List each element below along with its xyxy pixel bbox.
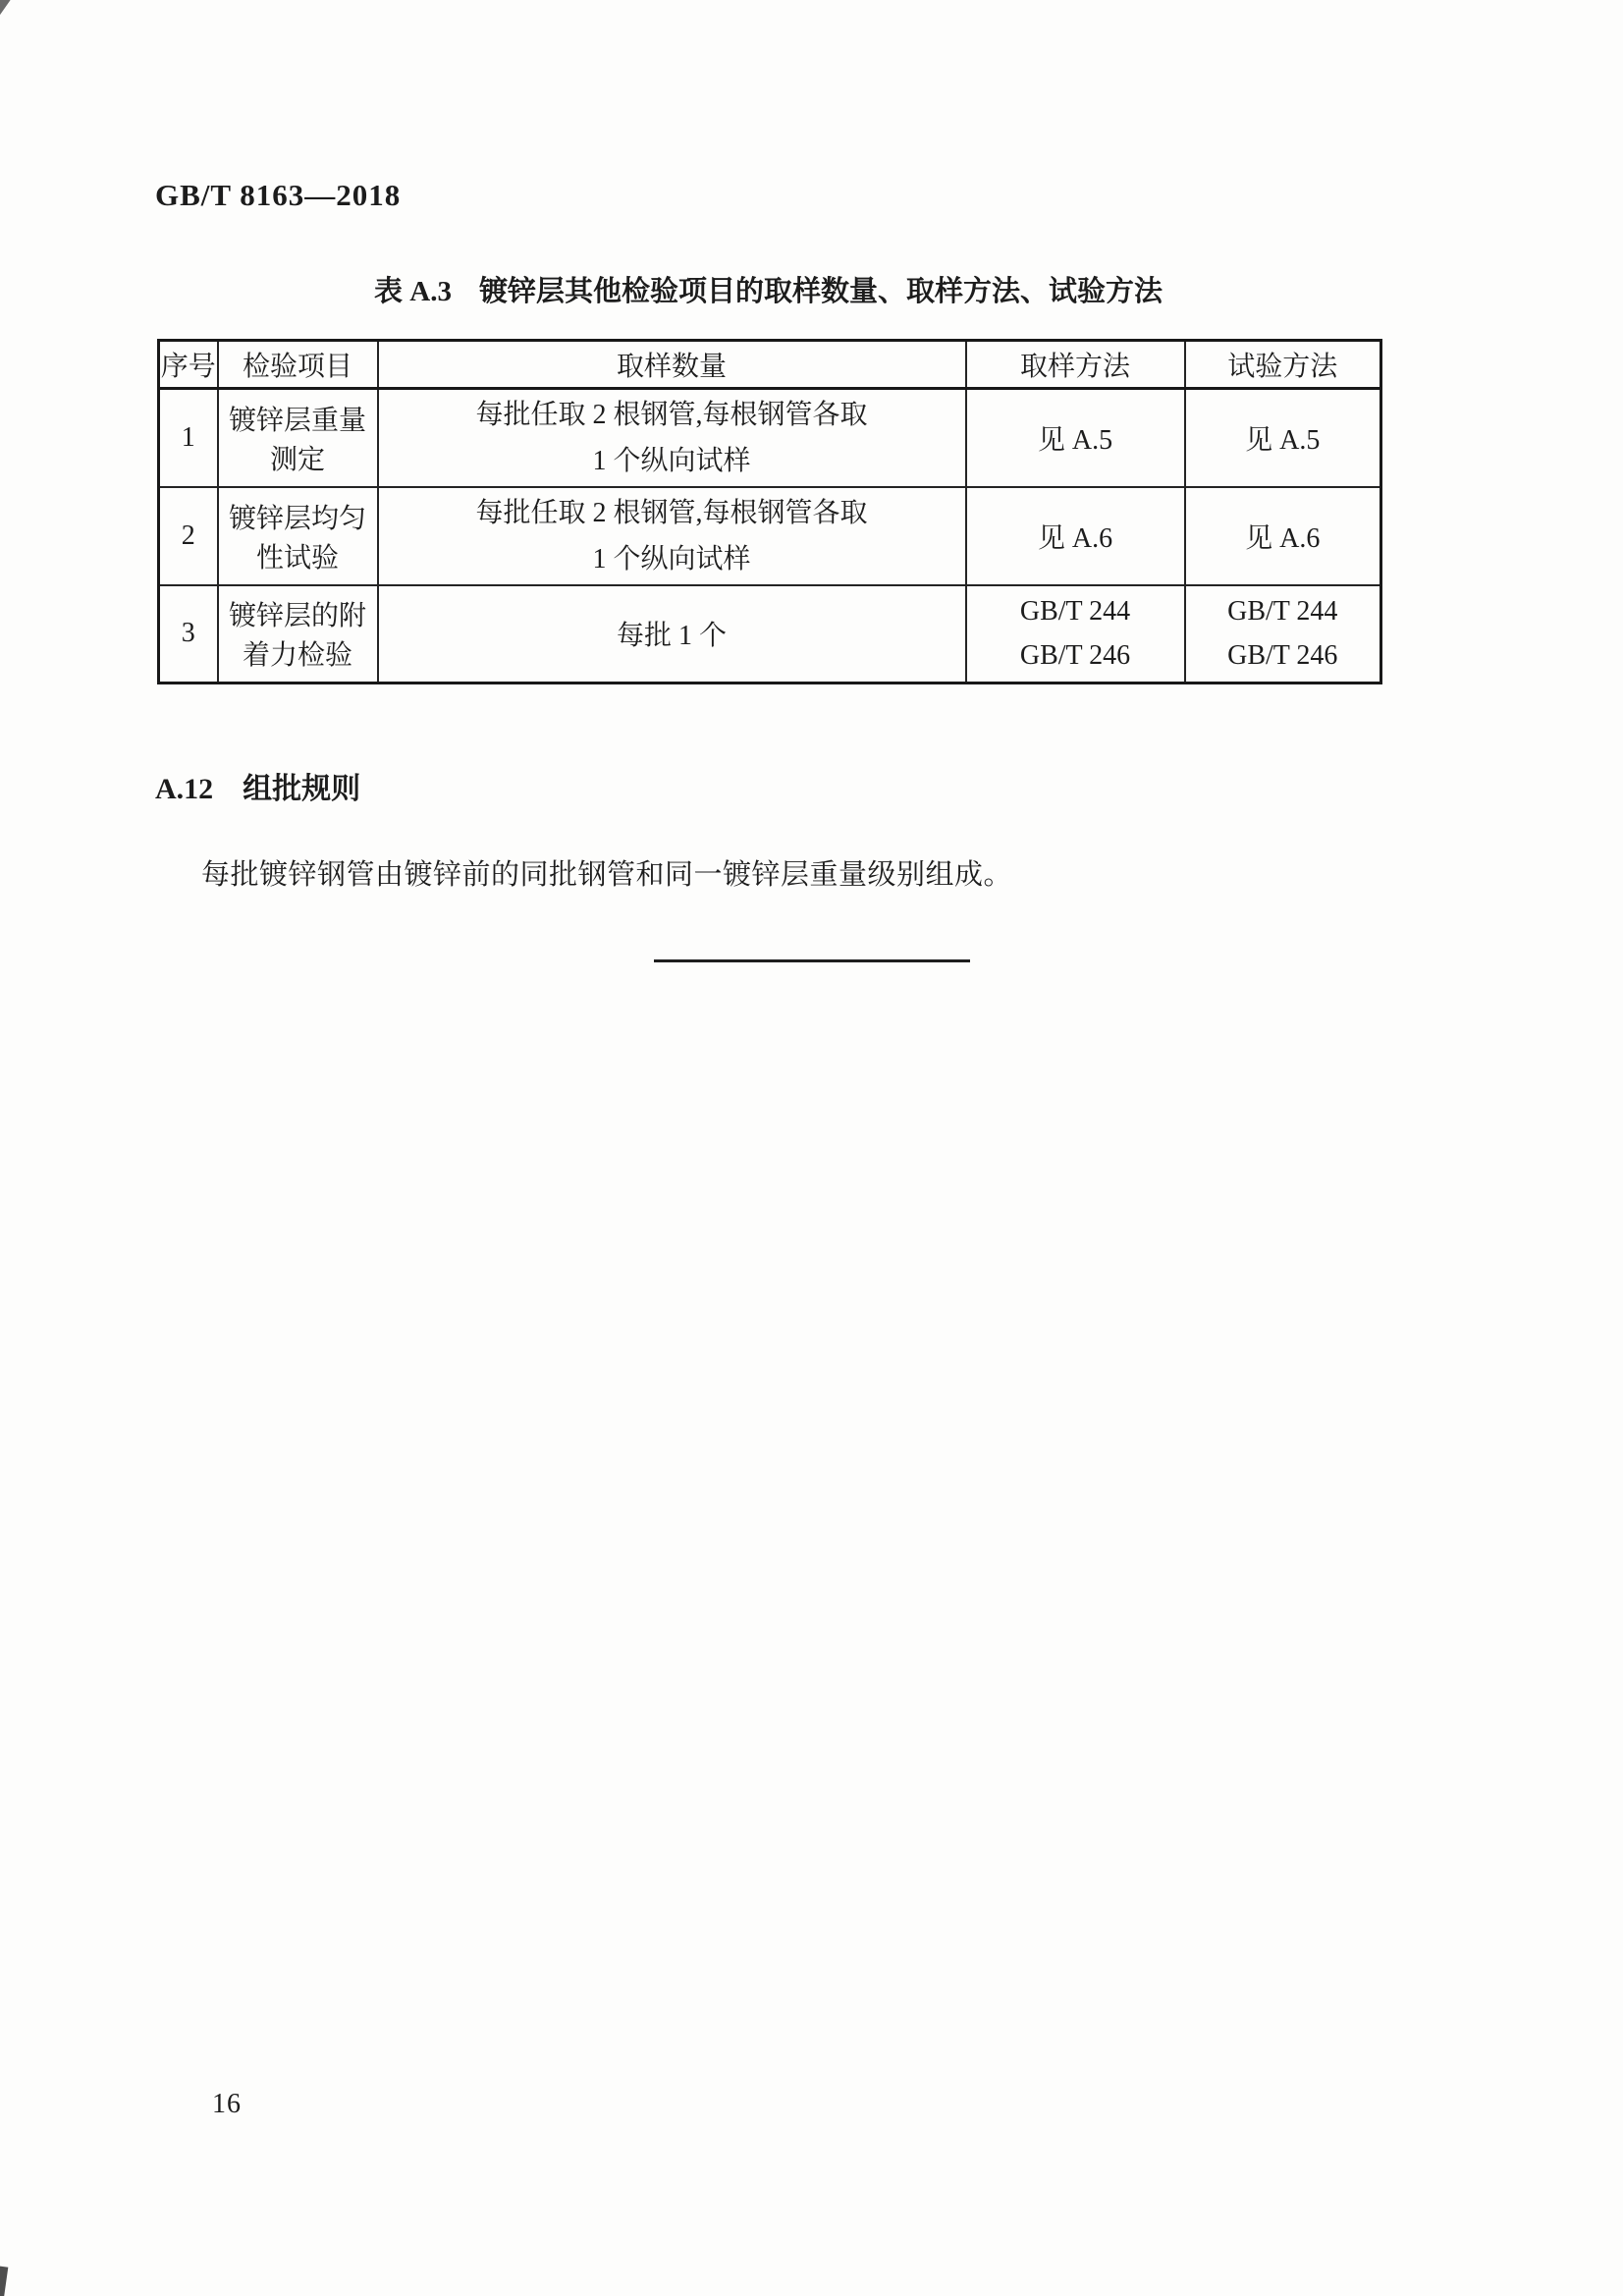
section-number: A.12 — [155, 773, 214, 805]
cell-sampling-method: 见 A.6 — [966, 487, 1185, 585]
table-row — [159, 585, 1381, 683]
col-header-sampling-method: 取样方法 — [966, 341, 1185, 389]
cell-quantity-line: 每批任取 2 根钢管,每根钢管各取 — [475, 399, 868, 430]
end-of-document-rule — [654, 959, 970, 962]
cell-serial: 3 — [159, 585, 218, 683]
cell-quantity: 每批 1 个 — [378, 585, 966, 683]
col-header-test-method: 试验方法 — [1185, 341, 1381, 389]
cell-sampling-line: GB/T 244 — [1019, 596, 1131, 628]
scan-edge-artifact — [0, 0, 11, 17]
cell-sampling-method — [966, 585, 1185, 683]
standard-number: GB/T 8163—2018 — [155, 178, 402, 212]
table-a3 — [157, 339, 1382, 684]
cell-quantity — [378, 389, 966, 487]
cell-quantity-line: 1 个纵向试样 — [592, 543, 751, 574]
col-header-quantity: 取样数量 — [378, 341, 966, 389]
table-caption — [157, 269, 1380, 309]
cell-sampling-line: GB/T 246 — [1019, 640, 1131, 672]
section-heading — [155, 764, 360, 807]
table-header-row — [159, 341, 1381, 389]
table-caption-label: 表 A.3 — [374, 276, 452, 307]
cell-test-method: 见 A.6 — [1185, 487, 1381, 585]
cell-test-line: GB/T 246 — [1227, 640, 1338, 672]
cell-quantity-line: 每批任取 2 根钢管,每根钢管各取 — [475, 497, 868, 528]
col-header-item: 检验项目 — [218, 341, 378, 389]
table-row — [159, 487, 1381, 585]
cell-test-method — [1185, 585, 1381, 683]
scan-edge-artifact — [0, 2267, 8, 2296]
table-row — [159, 389, 1381, 487]
cell-serial: 2 — [159, 487, 218, 585]
section-body: 每批镀锌钢管由镀锌前的同批钢管和同一镀锌层重量级别组成。 — [201, 859, 1013, 891]
cell-test-line: GB/T 244 — [1227, 596, 1338, 628]
section-title: 组批规则 — [243, 773, 361, 805]
page-number: 16 — [212, 2089, 242, 2119]
cell-item: 镀锌层重量测定 — [218, 389, 378, 487]
col-header-serial: 序号 — [159, 341, 218, 389]
cell-test-method: 见 A.5 — [1185, 389, 1381, 487]
cell-item: 镀锌层的附着力检验 — [218, 585, 378, 683]
cell-item: 镀锌层均匀性试验 — [218, 487, 378, 585]
cell-serial: 1 — [159, 389, 218, 487]
cell-quantity — [378, 487, 966, 585]
table-caption-text: 镀锌层其他检验项目的取样数量、取样方法、试验方法 — [478, 276, 1163, 307]
cell-sampling-method: 见 A.5 — [966, 389, 1185, 487]
cell-quantity-line: 1 个纵向试样 — [592, 445, 751, 476]
